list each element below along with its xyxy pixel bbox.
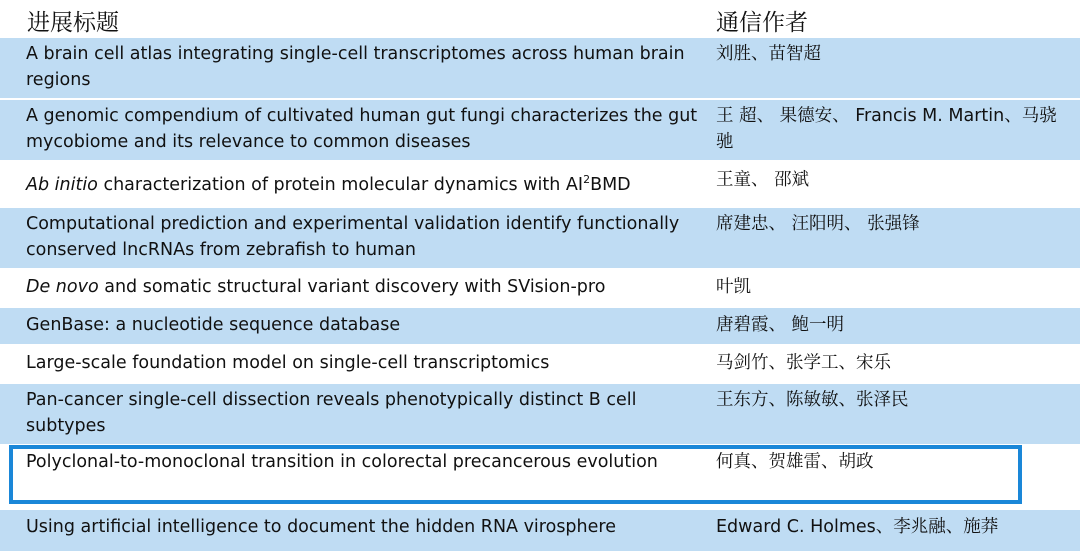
header-author: 通信作者 — [716, 10, 808, 36]
row-authors: 席建忠、 汪阳明、 张强锋 — [716, 214, 920, 234]
title-suffix: BMD — [590, 175, 631, 195]
row-title: A brain cell atlas integrating single-cell transcriptomes across human brain regions — [26, 44, 685, 90]
row-authors: 马剑竹、张学工、宋乐 — [716, 353, 891, 373]
table-row — [0, 308, 1080, 344]
row-authors: 刘胜、苗智超 — [716, 44, 821, 64]
row-authors: 王 超、 果德安、 Francis M. Martin、马骁驰 — [716, 106, 1057, 152]
title-italic: Ab initio — [26, 175, 98, 195]
row-title: Using artificial intelligence to document the hidden RNA virosphere — [26, 517, 616, 537]
row-title: Large-scale foundation model on single-cell transcriptomics — [26, 353, 550, 373]
table-row — [0, 100, 1080, 160]
table-row — [0, 38, 1080, 98]
row-title — [26, 172, 706, 198]
row-title: A genomic compendium of cultivated human gut fungi characterizes the gut mycobiome and its relevance to common diseases — [26, 106, 698, 152]
row-authors: Edward C. Holmes、李兆融、施莽 — [716, 517, 999, 537]
table-header — [0, 0, 1080, 38]
row-title: Polyclonal-to-monoclonal transition in colorectal precancerous evolution — [26, 452, 658, 472]
title-main: characterization of protein molecular dynamics with AI — [97, 175, 584, 195]
table-row — [0, 208, 1080, 268]
row-authors: 叶凯 — [716, 277, 751, 297]
row-title — [26, 274, 706, 300]
table-row — [0, 384, 1080, 444]
title-main: and somatic structural variant discovery with SVision-pro — [98, 277, 606, 297]
table-row — [0, 346, 1080, 382]
table-row — [0, 510, 1080, 551]
header-title: 进展标题 — [27, 10, 119, 36]
row-title: GenBase: a nucleotide sequence database — [26, 315, 401, 335]
highlight-box — [9, 445, 1022, 504]
title-italic: De novo — [26, 277, 99, 297]
row-title: Pan-cancer single-cell dissection reveals phenotypically distinct B cell subtypes — [26, 390, 637, 436]
row-authors: 王童、 邵斌 — [716, 170, 810, 190]
table-row — [0, 270, 1080, 306]
row-authors: 唐碧霞、 鲍一明 — [716, 315, 845, 335]
row-title: Computational prediction and experimental validation identify functionally conserved lncRNAs from zebrafish to human — [26, 214, 680, 260]
title-superscript: 2 — [583, 173, 591, 187]
row-authors: 何真、贺雄雷、胡政 — [716, 452, 874, 472]
row-authors: 王东方、陈敏敏、张泽民 — [716, 390, 909, 410]
table-row — [0, 162, 1080, 206]
